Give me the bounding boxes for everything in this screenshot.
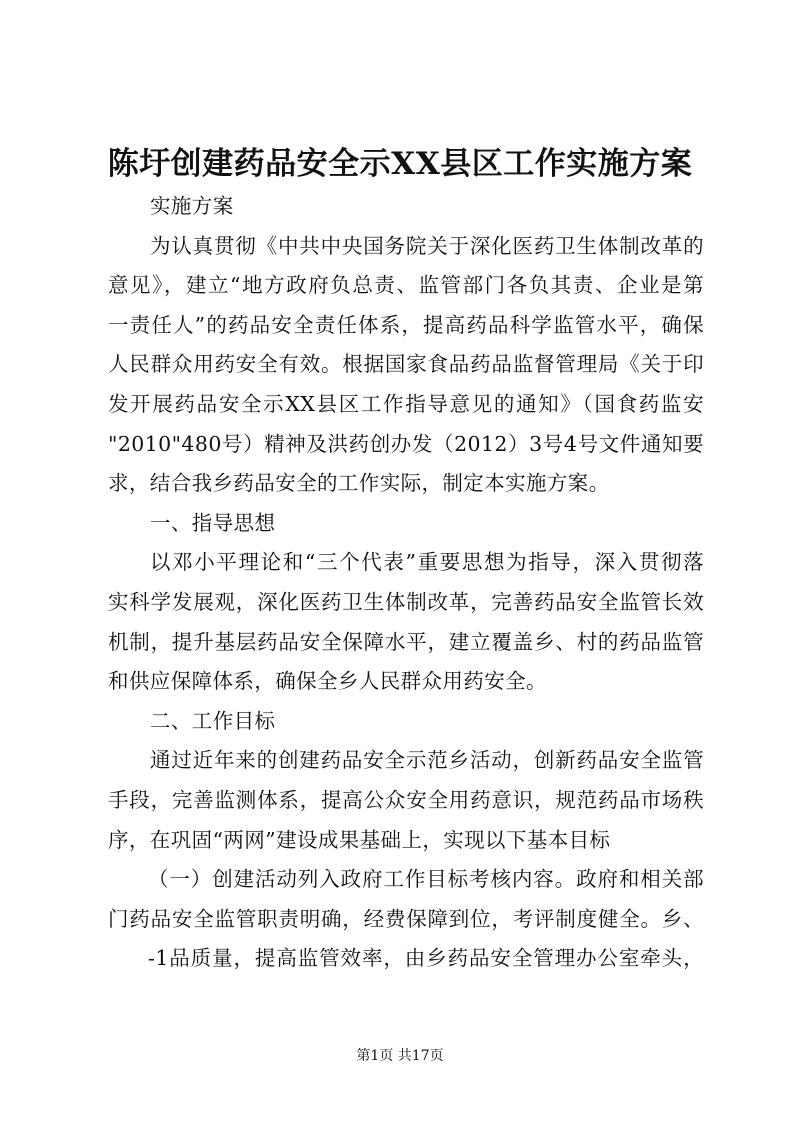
paragraph-line: 以邓小平理论和“三个代表”重要思想为指导，深入贯彻落 <box>150 550 704 575</box>
paragraph-line: 求，结合我乡药品安全的工作实际，制定本实施方案。 <box>108 471 610 496</box>
paragraph-line: 通过近年来的创建药品安全示范乡活动，创新药品安全监管 <box>150 748 704 773</box>
page-number-footer: 第1页 共17页 <box>356 1048 444 1064</box>
paragraph-line: 一责任人”的药品安全责任体系，提高药品科学监管水平，确保 <box>108 312 704 337</box>
section-heading-work-goals: 二、工作目标 <box>150 708 276 733</box>
section-heading-guiding-ideology: 一、指导思想 <box>150 510 276 535</box>
paragraph-line: 发开展药品安全示XX县区工作指导意见的通知》（国食药监安 <box>108 391 704 416</box>
paragraph-line: 人民群众用药安全有效。根据国家食品药品监督管理局《关于印 <box>108 352 704 377</box>
document-body <box>108 187 704 979</box>
paragraph-line: （一）创建活动列入政府工作目标考核内容。政府和相关部 <box>148 867 704 892</box>
paragraph-line: 和供应保障体系，确保全乡人民群众用药安全。 <box>108 669 547 694</box>
paragraph-line: -1品质量，提高监管效率，由乡药品安全管理办公室牵头， <box>148 946 704 971</box>
section-label-plan: 实施方案 <box>150 194 234 218</box>
paragraph-line: 门药品安全监管职责明确，经费保障到位，考评制度健全。乡、 <box>108 906 704 931</box>
document-title: 陈圩创建药品安全示XX县区工作实施方案 <box>107 146 693 182</box>
paragraph-line: 机制，提升基层药品安全保障水平，建立覆盖乡、村的药品监管 <box>108 629 704 654</box>
paragraph-line: "2010"480号）精神及洪药创办发（2012）3号4号文件通知要 <box>108 431 704 456</box>
paragraph-line: 序，在巩固“两网”建设成果基础上，实现以下基本目标 <box>108 827 611 852</box>
paragraph-line: 手段，完善监测体系，提高公众安全用药意识，规范药品市场秩 <box>108 787 704 812</box>
paragraph-line: 实科学发展观，深化医药卫生体制改革，完善药品安全监管长效 <box>108 589 704 614</box>
paragraph-line: 为认真贯彻《中共中央国务院关于深化医药卫生体制改革的 <box>150 233 704 258</box>
paragraph-line: 意见》，建立“地方政府负总责、监管部门各负其责、企业是第 <box>108 273 704 298</box>
